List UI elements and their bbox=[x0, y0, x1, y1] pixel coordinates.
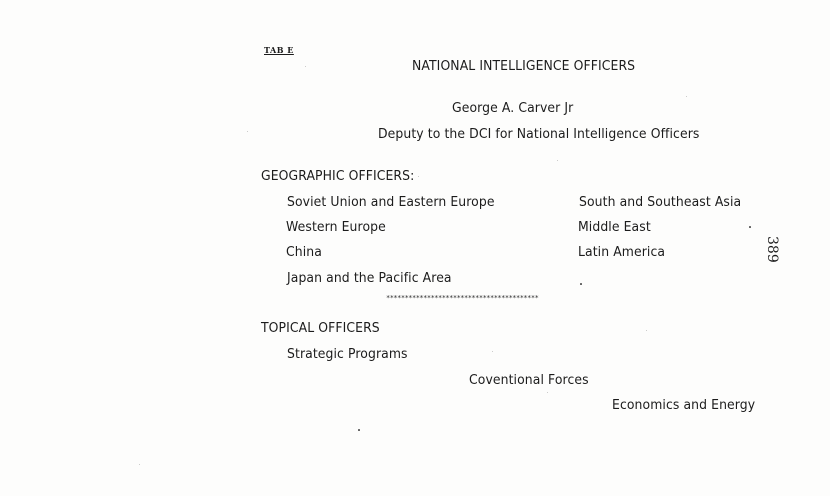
scan-speck bbox=[557, 160, 558, 161]
tab-label: TAB E bbox=[264, 45, 294, 55]
head-title: Deputy to the DCI for National Intelligence Officers bbox=[378, 126, 700, 142]
scan-speck bbox=[418, 176, 419, 177]
document-title: NATIONAL INTELLIGENCE OFFICERS bbox=[412, 58, 636, 74]
scan-speck bbox=[547, 392, 548, 393]
scan-speck bbox=[646, 330, 647, 331]
scan-speck bbox=[686, 96, 687, 97]
topical-item: Coventional Forces bbox=[469, 372, 589, 388]
topical-heading: TOPICAL OFFICERS bbox=[261, 320, 380, 336]
geographic-item-right: South and Southeast Asia bbox=[579, 194, 742, 210]
page-number: 389 bbox=[764, 236, 780, 263]
geographic-item-left: Japan and the Pacific Area bbox=[287, 270, 452, 286]
geographic-heading: GEOGRAPHIC OFFICERS: bbox=[261, 168, 415, 184]
geographic-item-left: Soviet Union and Eastern Europe bbox=[287, 194, 495, 210]
head-name: George A. Carver Jr bbox=[452, 100, 574, 116]
scan-speck bbox=[305, 66, 306, 67]
scan-speck bbox=[358, 429, 360, 431]
geographic-item-left: China bbox=[286, 244, 322, 260]
scan-speck bbox=[492, 351, 493, 352]
geographic-item-left: Western Europe bbox=[286, 219, 386, 235]
scan-speck bbox=[749, 226, 751, 228]
scan-speck bbox=[247, 131, 248, 132]
topical-item: Strategic Programs bbox=[287, 346, 408, 362]
scan-speck bbox=[580, 283, 582, 285]
geographic-item-right: Middle East bbox=[578, 219, 651, 235]
topical-item: Economics and Energy bbox=[612, 397, 756, 413]
geographic-item-right: Latin America bbox=[578, 244, 666, 260]
scan-speck bbox=[139, 464, 140, 465]
section-divider: ***************************************** bbox=[386, 294, 539, 302]
